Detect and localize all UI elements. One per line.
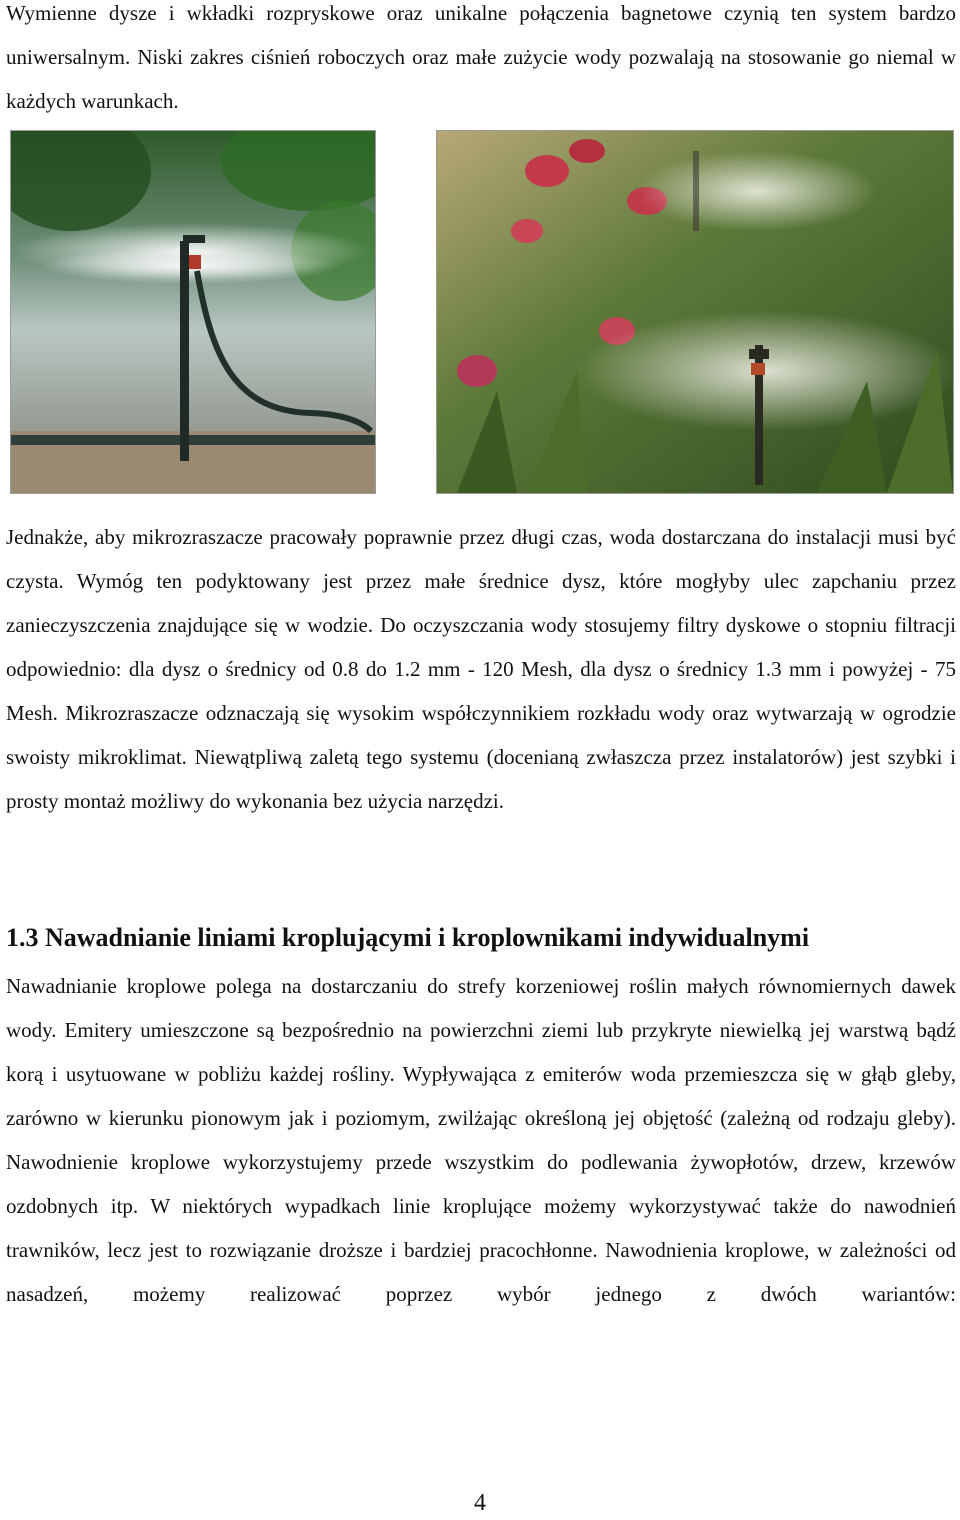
micro-sprinkler-photo-left <box>10 130 376 494</box>
paragraph-drip-irrigation: Nawadnianie kroplowe polega na dostarczaniu do strefy korzeniowej roślin małych równomiernych dawek wody. Emitery umieszczone są bezpośrednio na powierzchni ziemi lub przykryte niewielką jej warstwą bądź korą i usytuowane w pobliżu każdej rośliny. Wypływająca z emiterów woda przemieszcza się w głąb gleby, zarówno w kierunku pionowym jak i poziomym, zwilżając określoną jej objętość (zależną od rodzaju gleby). Nawodnienie kroplowe wykorzystujemy przede wszystkim do podlewania żywopłotów, drzew, krzewów ozdobnych itp. W niektórych wypadkach linie kroplujące możemy wykorzystywać także do nawodnień trawników, lecz jest to rozwiązanie droższe i bardziej pracochłonne. Nawodnienia kroplowe, w zależności od nasadzeń, możemy realizować poprzez wybór jednego z dwóch wariantów: <box>6 974 956 1306</box>
page-number: 4 <box>474 1490 486 1516</box>
micro-sprinkler-photo-right <box>436 130 954 494</box>
sprinkler-among-flowers-image <box>437 131 953 493</box>
paragraph-filters: Jednakże, aby mikrozraszacze pracowały poprawnie przez długi czas, woda dostarczana do instalacji musi być czysta. Wymóg ten podyktowany jest przez małe średnice dysz, które mogłyby ulec zapchaniu przez zanieczyszczenia znajdujące się w wodzie. Do oczyszczania wody stosujemy filtry dyskowe o stopniu filtracji odpowiednio: dla dysz o średnicy od 0.8 do 1.2 mm - 120 Mesh, dla dysz o średnicy 1.3 mm i powyżej - 75 Mesh. Mikrozraszacze odznaczają się wysokim współczynnikiem rozkładu wody oraz wytwarzają w ogrodzie swoisty mikroklimat. Niewątpliwą zaletą tego systemu (docenianą zwłaszcza przez instalatorów) jest szybki i prosty montaż możliwy do wykonania bez użycia narzędzi. <box>6 525 956 813</box>
sprinkler-on-stake-image <box>11 131 375 493</box>
section-heading: 1.3 Nawadnianie liniami kroplującymi i kroplownikami indywidualnymi <box>6 923 810 952</box>
paragraph-intro: Wymienne dysze i wkładki rozpryskowe oraz unikalne połączenia bagnetowe czynią ten system bardzo uniwersalnym. Niski zakres ciśnień roboczych oraz małe zużycie wody pozwalają na stosowanie go niemal w każdych warunkach. <box>6 1 956 113</box>
